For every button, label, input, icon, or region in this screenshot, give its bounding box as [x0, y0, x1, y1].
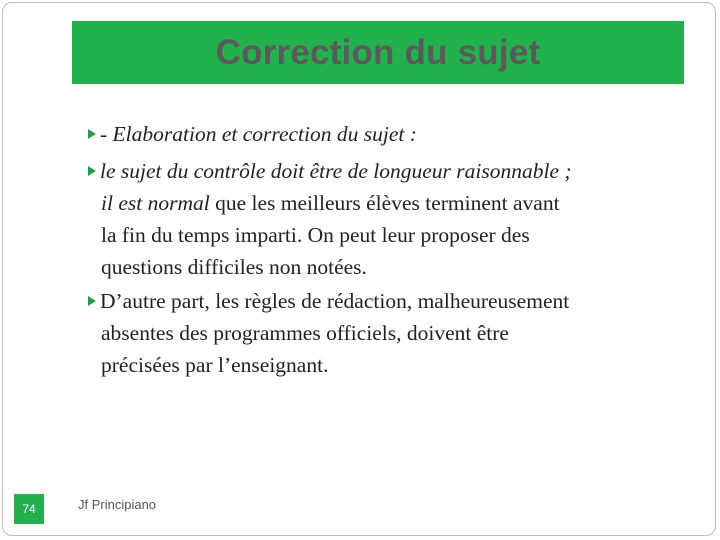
bullet-item-1	[88, 122, 417, 147]
bullet-arrow-icon	[88, 129, 96, 139]
bullet-arrow-icon	[88, 296, 96, 306]
bullet-text: - Elaboration et correction du sujet :	[100, 122, 417, 146]
bullet-item-3	[88, 289, 569, 314]
slide-title: Correction du sujet	[215, 33, 541, 72]
bullet-item-2-line-4: questions difficiles non notées.	[101, 255, 367, 279]
bullet-item-2	[88, 159, 572, 184]
bullet-text: que les meilleurs élèves terminent avant	[209, 191, 560, 215]
bullet-item-3-line-3: précisées par l’enseignant.	[101, 353, 329, 377]
bullet-item-2-line-2	[101, 191, 560, 216]
bullet-arrow-icon	[88, 166, 96, 176]
bullet-text: le sujet du contrôle doit être de longueur raisonnable ;	[100, 159, 572, 183]
bullet-text: D’autre part, les règles de rédaction, malheureusement	[100, 289, 570, 313]
bullet-item-3-line-2: absentes des programmes officiels, doivent être	[101, 321, 509, 345]
bullet-text-italic: il est normal	[101, 191, 210, 215]
footer-author: Jf Principiano	[78, 497, 157, 512]
page-number-badge: 74	[14, 494, 44, 524]
bullet-item-2-line-3: la fin du temps imparti. On peut leur proposer des	[101, 223, 530, 247]
